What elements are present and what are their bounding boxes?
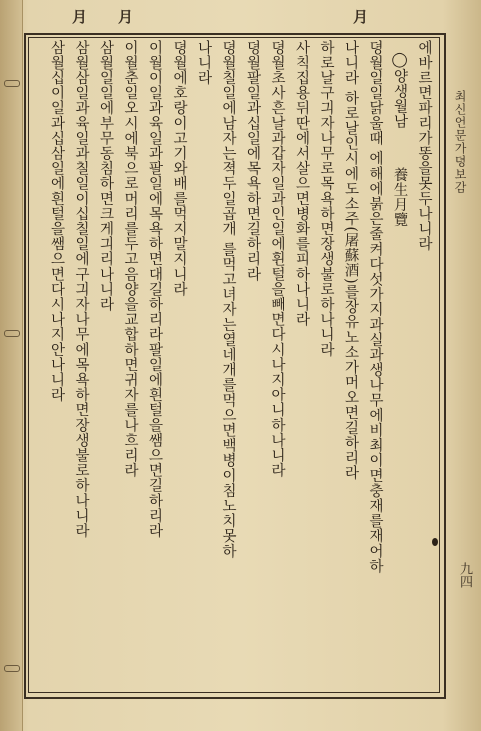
text-column: 삼월십이일과십삼일에흰털을쌤으면다시나지안나니라 [48, 40, 65, 403]
heading-hanja: 養生月覽 [391, 167, 408, 228]
text-column: 뎡월에호랑이고기와배를먹지말지니라 [171, 40, 187, 297]
vertical-text-block [32, 40, 436, 690]
book-title: 최신언문가뎡보감 [453, 90, 467, 194]
text-column: 뎡월일일닭울때 에해에붉은줄켜다섯가지과실과생나무에비최이면충재를재어하 [367, 40, 383, 574]
header-month-mark: 月 [118, 8, 134, 26]
text-column: 뎡월팔일과십일에목욕하면길하리라 [244, 40, 261, 282]
text-column: 나니라 [195, 40, 212, 86]
page-number: 九四 [457, 562, 472, 588]
book-binding [0, 0, 23, 731]
header-month-mark: 月 [72, 8, 88, 26]
text-column: 하로날구긔자나무로목욕하면장생불로하나니라 [318, 40, 334, 358]
text-column: 뎡월칠일에남자는젹두일곱개 를먹고녀자는열네개를먹으면백병이침노치못하 [220, 40, 236, 559]
text-column: 이월이일과육일과팔일에목욕하면대길하리라팔일에흰털을쌤으면길하리라 [146, 40, 163, 539]
text-column: 에바르면파리가똥을못두나니라 [416, 40, 432, 252]
text-column: 사칙집용뒤딴에서살으면병화를피하나니라 [293, 40, 310, 327]
text-column: 삼월일일에부무동침하면크게긔리나니라 [97, 40, 114, 312]
binding-stitch [4, 330, 20, 337]
binding-stitch [4, 80, 20, 87]
header-month-mark: 月 [353, 8, 369, 26]
binding-stitch [4, 665, 20, 672]
ink-spot [432, 538, 438, 546]
text-column: 나니라 하로날인시에도소주(屠蘇酒)를장유노소가머오면길하리라 [342, 40, 359, 481]
heading-korean: ◯양생월남 [391, 52, 408, 129]
text-column: 이월춘일오시에북으로머리를두고음양을교합하면귀자를나흐리라 [122, 40, 138, 478]
section-heading [387, 40, 412, 690]
text-column: 삼월삼일과육일과칠일이십칠일에구긔자나무에목욕하면장생불로하나니라 [73, 40, 89, 539]
text-column: 뎡월초사흔날과갑자일과인일에휜털을빼면다시나지아니하나니라 [269, 40, 285, 478]
